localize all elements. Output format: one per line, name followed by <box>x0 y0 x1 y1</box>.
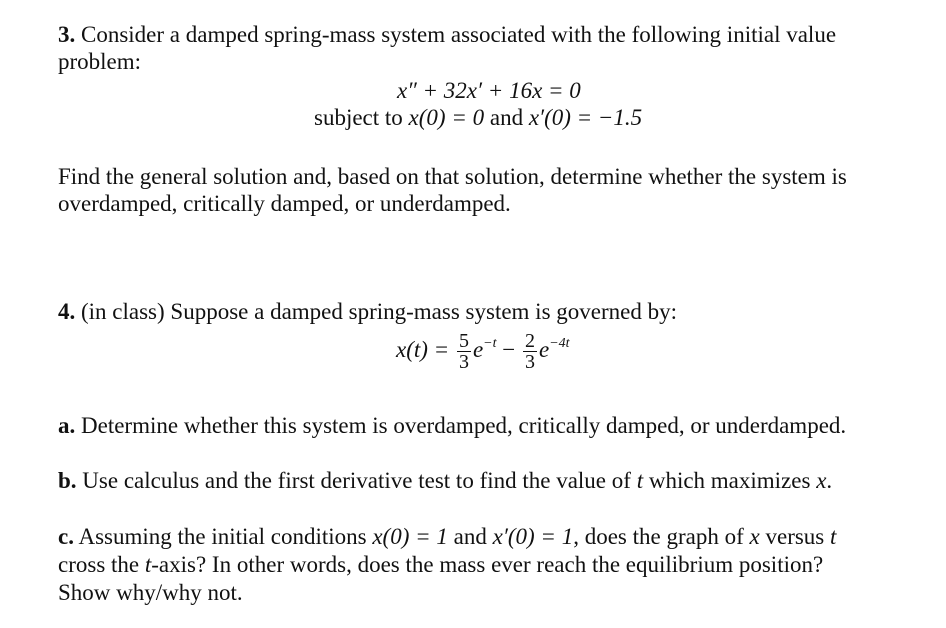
q4-part-c-var-x: x <box>749 524 760 549</box>
q4-part-a <box>58 412 846 440</box>
q3-text-line-1: Consider a damped spring-mass system associated with the following initial value <box>81 22 837 47</box>
q4-part-b-end: . <box>826 468 833 493</box>
q4-part-c-line-1 <box>58 523 836 551</box>
q4-eq-lhs: x(t) = <box>396 337 450 362</box>
q4-part-b-text-1: Use calculus and the first derivative test to find the value of <box>82 468 631 493</box>
q4-part-c-line-2-b: -axis? In other words, does the mass ever reach the equilibrium position? <box>151 552 824 577</box>
q3-condition-1: x(0) = 0 <box>408 105 485 130</box>
q4-equation <box>396 330 570 372</box>
q4-minus: − <box>502 337 516 362</box>
q4-part-c-line-2-t: t <box>144 552 152 577</box>
q3-conditions <box>314 104 642 132</box>
q4-part-c-versus: versus <box>765 524 825 549</box>
q4-fraction-2-numerator: 2 <box>524 330 535 353</box>
q4-part-b-var-x: x <box>816 468 827 493</box>
q4-exp-1-power: −t <box>483 336 497 351</box>
q4-part-c-text-2: , does the graph of <box>573 524 744 549</box>
q3-equation: x″ + 32x′ + 16x = 0 <box>397 78 581 103</box>
q4-part-c-cond-1: x(0) = 1 <box>372 524 448 549</box>
q4-part-c-label: c. <box>58 524 74 549</box>
q3-instruction-line-1: Find the general solution and, based on that solution, determine whether the system is <box>58 164 847 189</box>
q3-text-line-2: problem: <box>58 49 142 74</box>
q4-fraction-1-numerator: 5 <box>458 330 469 353</box>
q3-instruction-line-2: overdamped, critically damped, or underdamped. <box>58 191 511 216</box>
q3-number: 3. <box>58 22 76 47</box>
q4-part-b-text-2: which maximizes <box>648 468 811 493</box>
q4-fraction-2 <box>523 331 537 372</box>
q4-part-c-var-t: t <box>830 524 837 549</box>
q4-fraction-2-denominator: 3 <box>524 351 535 374</box>
q3-condition-prefix: subject to <box>314 105 403 130</box>
q4-exp-1-base: e <box>472 337 484 362</box>
q4-number: 4. <box>58 299 76 324</box>
q4-part-b-label: b. <box>58 468 77 493</box>
q4-exp-2-base: e <box>538 337 550 362</box>
q4-part-b <box>58 467 832 495</box>
q4-part-b-var-t: t <box>636 468 644 493</box>
q3-condition-2: x′(0) = −1.5 <box>528 105 643 130</box>
q4-part-c-line-2-a: cross the <box>58 552 140 577</box>
q4-fraction-1-denominator: 3 <box>458 351 469 374</box>
q4-part-c-and: and <box>453 524 487 549</box>
q4-part-a-text: Determine whether this system is overdamped, critically damped, or underdamped. <box>81 413 847 438</box>
q4-part-c-line-3: Show why/why not. <box>58 580 243 605</box>
q4-intro: (in class) Suppose a damped spring-mass system is governed by: <box>81 299 677 324</box>
q4-intro-line <box>58 298 677 326</box>
q4-part-c-cond-2: x′(0) = 1 <box>492 524 574 549</box>
q3-line-2 <box>58 48 141 76</box>
q4-fraction-1 <box>457 331 471 372</box>
q4-part-c-text-1: Assuming the initial conditions <box>78 524 367 549</box>
q4-exp-2-power: −4t <box>549 336 570 351</box>
q4-part-c-line-2 <box>58 551 823 579</box>
q3-condition-and: and <box>489 105 524 130</box>
q4-part-a-label: a. <box>58 413 76 438</box>
q3-line-1 <box>58 21 836 49</box>
